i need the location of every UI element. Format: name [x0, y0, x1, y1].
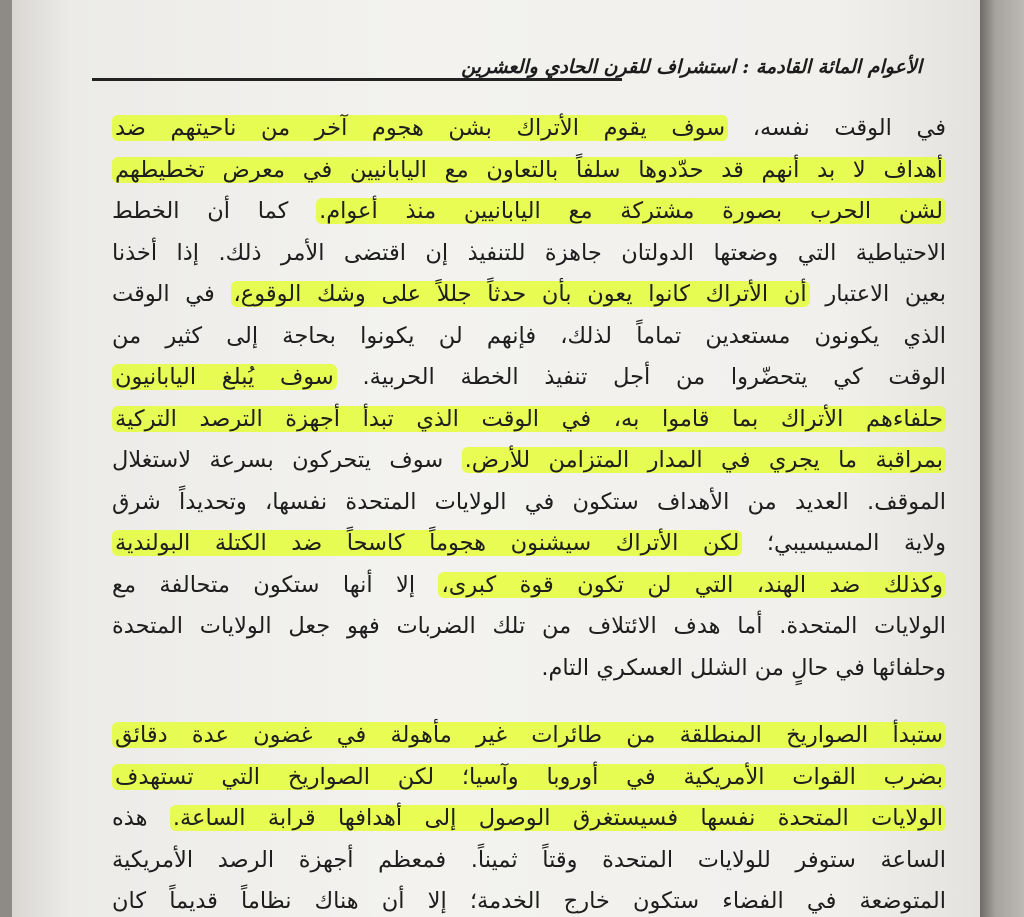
- text-line: [112, 482, 946, 524]
- text-line: [112, 881, 946, 917]
- text-segment: الوقت كي يتحضّروا من أجل تنفيذ الخطة الحربية.: [336, 364, 946, 390]
- header-rule: [92, 78, 622, 81]
- text-segment: الموقف. العديد من الأهداف ستكون في الولايات المتحدة نفسها، وتحديداً شرق: [112, 488, 946, 515]
- text-segment: سوف يتحركون بسرعة لاستغلال: [112, 447, 462, 473]
- highlighted-text: لشن الحرب بصورة مشتركة مع اليابانيين منذ أعوام.: [316, 198, 946, 224]
- highlighted-text: سوف يُبلغ اليابانيون: [112, 364, 337, 390]
- highlighted-text: بمراقبة ما يجري في المدار المتزامن للأرض.: [462, 447, 946, 473]
- book-page: [12, 0, 980, 917]
- text-segment: في الوقت نفسه،: [728, 115, 946, 141]
- text-segment: المتوضعة في الفضاء ستكون خارج الخدمة؛ إلا أن هناك نظاماً قديماً كان: [112, 888, 946, 914]
- text-line: [112, 523, 946, 565]
- highlighted-text: سوف يقوم الأتراك بشن هجوم آخر من ناحيتهم ضد: [112, 115, 728, 141]
- text-segment: هذه: [112, 805, 170, 831]
- running-header-title: الأعوام المائة القادمة : استشراف للقرن الحادي والعشرين: [461, 56, 922, 78]
- text-line: [112, 357, 946, 399]
- highlighted-text: الولايات المتحدة نفسها فسيستغرق الوصول إلى أهدافها قرابة الساعة.: [170, 805, 946, 831]
- text-segment: إلا أنها ستكون متحالفة مع: [112, 571, 439, 598]
- text-line: [112, 108, 946, 150]
- text-line: [112, 648, 946, 690]
- text-line: [112, 715, 946, 757]
- highlighted-text: لكن الأتراك سيشنون هجوماً كاسحاً ضد الكتلة البولندية: [112, 530, 742, 556]
- text-line: [112, 233, 946, 275]
- text-segment: في الوقت: [112, 281, 231, 307]
- text-segment: الولايات المتحدة. أما هدف الائتلاف من تلك الضربات فهو جعل الولايات المتحدة: [112, 613, 946, 639]
- body-text: [112, 108, 946, 917]
- text-line: [112, 150, 946, 192]
- highlighted-text: أهداف لا بد أنهم قد حدّدوها سلفاً بالتعاون مع اليابانيين في معرض تخطيطهم: [112, 157, 946, 183]
- text-line: [112, 606, 946, 648]
- text-segment: الذي يكونون مستعدين تماماً لذلك، فإنهم لن يكونوا بحاجة إلى كثير من: [112, 322, 946, 349]
- text-segment: كما أن الخطط: [112, 198, 317, 224]
- text-segment: وحلفائها في حالٍ من الشلل العسكري التام.: [541, 654, 946, 681]
- text-line: [112, 757, 946, 799]
- text-line: [112, 274, 946, 316]
- text-segment: بعين الاعتبار: [809, 281, 946, 307]
- text-segment: الساعة ستوفر للولايات المتحدة وقتاً ثميناً. فمعظم أجهزة الرصد الأمريكية: [112, 846, 946, 873]
- text-line: [112, 399, 946, 441]
- paragraph-gap: [112, 689, 946, 715]
- next-page-edge: [980, 0, 1024, 917]
- highlighted-text: ستبدأ الصواريخ المنطلقة من طائرات غير مأهولة في غضون عدة دقائق: [112, 722, 946, 748]
- text-line: [112, 316, 946, 358]
- highlighted-text: حلفاءهم الأتراك بما قاموا به، في الوقت الذي تبدأ أجهزة الترصد التركية: [112, 406, 946, 432]
- text-line: [112, 798, 946, 840]
- highlighted-text: وكذلك ضد الهند، التي لن تكون قوة كبرى،: [438, 572, 946, 598]
- text-line: [112, 440, 946, 482]
- highlighted-text: أن الأتراك كانوا يعون بأن حدثاً جللاً على وشك الوقوع،: [231, 281, 810, 307]
- text-line: [112, 840, 946, 882]
- text-segment: ولاية المسيسيبي؛: [742, 530, 946, 556]
- highlighted-text: بضرب القوات الأمريكية في أوروبا وآسيا؛ لكن الصواريخ التي تستهدف: [112, 764, 946, 790]
- text-line: [112, 565, 946, 607]
- running-header: [92, 52, 922, 92]
- text-line: [112, 191, 946, 233]
- text-segment: الاحتياطية التي وضعتها الدولتان جاهزة للتنفيذ إن اقتضى الأمر ذلك. إذا أخذنا: [112, 239, 946, 266]
